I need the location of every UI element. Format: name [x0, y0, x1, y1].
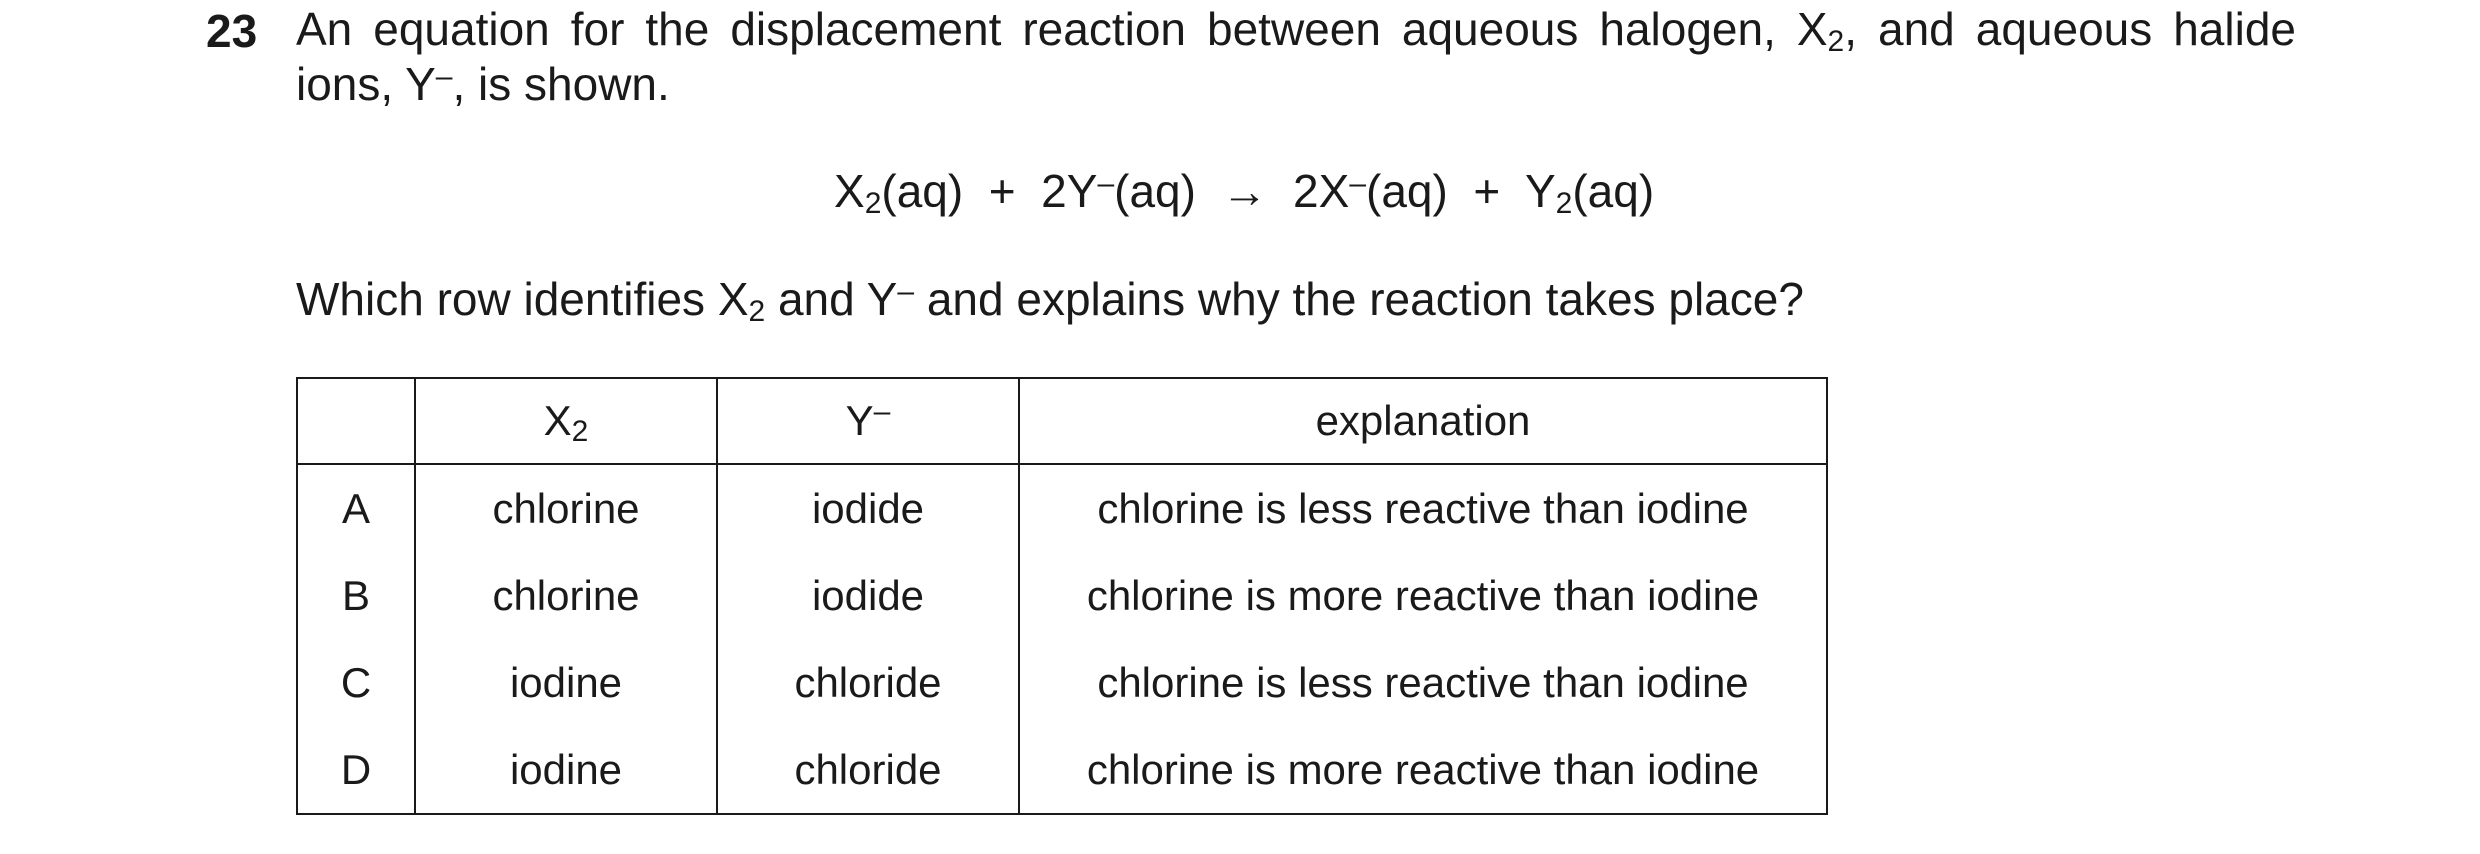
- subscript: 2: [571, 415, 589, 448]
- cell-explanation: chlorine is more reactive than iodine: [1019, 552, 1827, 639]
- cell-y: iodide: [717, 552, 1019, 639]
- question-number: 23: [206, 5, 258, 57]
- question-text: [296, 2, 2296, 112]
- cell-explanation: chlorine is more reactive than iodine: [1019, 726, 1827, 814]
- superscript: –: [873, 395, 891, 428]
- cell-x2: iodine: [415, 726, 717, 814]
- table-row[interactable]: [297, 726, 1827, 814]
- equation-part: (aq) + Y: [1366, 165, 1556, 217]
- question-prompt: [296, 270, 1804, 328]
- question-text-part: , and aqueous halide: [1844, 3, 2296, 55]
- header-blank: [297, 378, 415, 464]
- table-row[interactable]: [297, 552, 1827, 639]
- superscript: –: [897, 275, 915, 308]
- equation-part: (aq) → 2X: [1114, 165, 1350, 217]
- subscript: 2: [864, 187, 882, 220]
- superscript: –: [1097, 167, 1115, 200]
- equation-part: X: [834, 165, 865, 217]
- question-text-part: ions, Y: [296, 58, 436, 110]
- header-x2: [415, 378, 717, 464]
- question-text-part: An equation for the displacement reaction between aqueous halogen, X: [296, 3, 1828, 55]
- cell-y: chloride: [717, 726, 1019, 814]
- header-x2-label: X: [543, 397, 572, 444]
- prompt-part: and explains why the reaction takes place?: [914, 273, 1804, 325]
- superscript: –: [435, 60, 453, 93]
- header-y: [717, 378, 1019, 464]
- header-explanation: explanation: [1019, 378, 1827, 464]
- question-text-part: , is shown.: [452, 58, 670, 110]
- superscript: –: [1349, 167, 1367, 200]
- cell-x2: chlorine: [415, 552, 717, 639]
- cell-y: iodide: [717, 464, 1019, 552]
- reaction-equation: [834, 162, 1654, 220]
- option-letter: D: [297, 726, 415, 814]
- cell-explanation: chlorine is less reactive than iodine: [1019, 639, 1827, 726]
- option-letter: B: [297, 552, 415, 639]
- subscript: 2: [748, 295, 766, 328]
- subscript: 2: [1555, 187, 1573, 220]
- option-letter: A: [297, 464, 415, 552]
- subscript: 2: [1827, 25, 1845, 58]
- cell-x2: chlorine: [415, 464, 717, 552]
- table-row[interactable]: [297, 639, 1827, 726]
- header-y-label: Y: [845, 397, 874, 444]
- cell-explanation: chlorine is less reactive than iodine: [1019, 464, 1827, 552]
- equation-part: (aq): [1572, 165, 1655, 217]
- answer-options-table: [296, 377, 1828, 815]
- cell-y: chloride: [717, 639, 1019, 726]
- equation-part: (aq) + 2Y: [881, 165, 1098, 217]
- table-row[interactable]: [297, 464, 1827, 552]
- table-header-row: [297, 378, 1827, 464]
- option-letter: C: [297, 639, 415, 726]
- prompt-part: and Y: [765, 273, 898, 325]
- cell-x2: iodine: [415, 639, 717, 726]
- prompt-part: Which row identifies X: [296, 273, 749, 325]
